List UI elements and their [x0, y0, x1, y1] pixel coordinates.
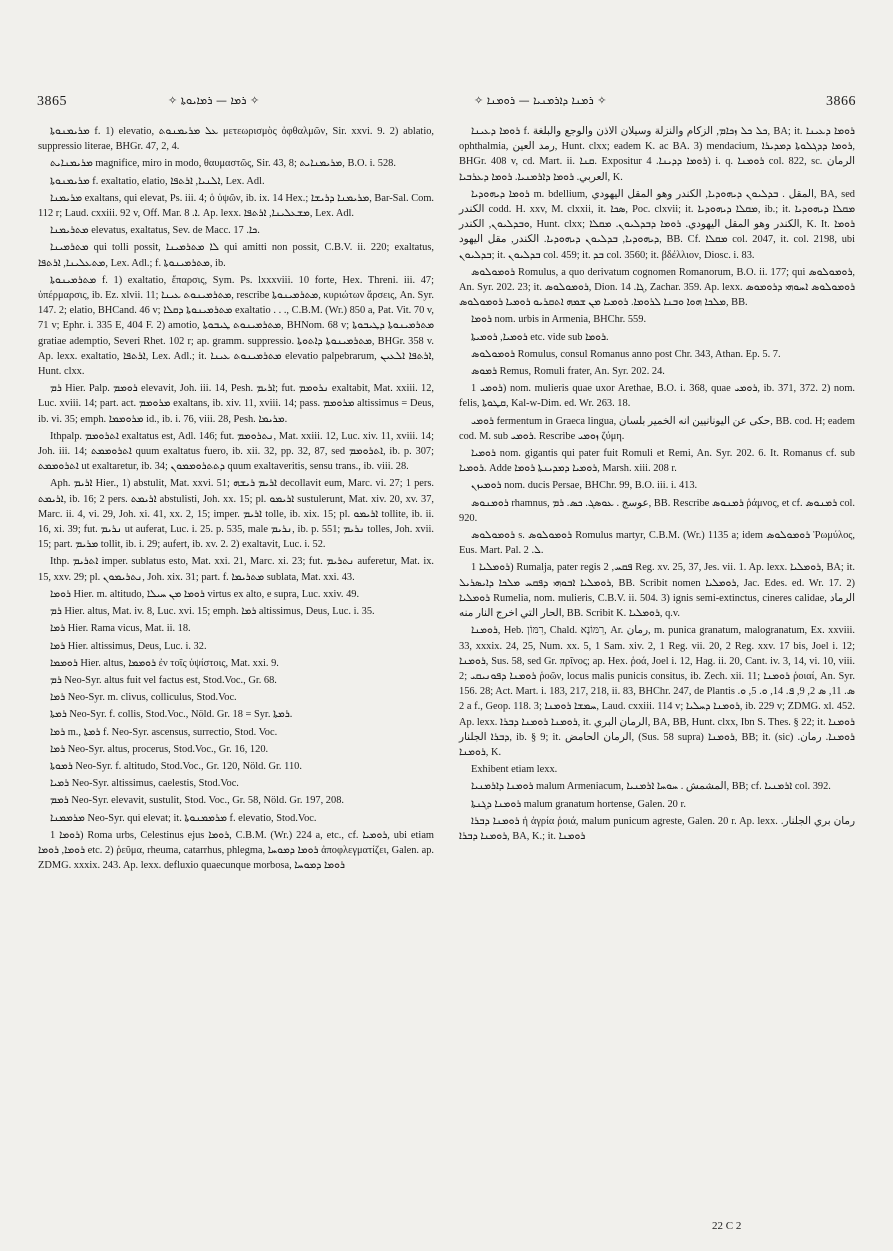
entry: ܪܘܡܢܐ ܕܓܢܬܐ malum granatum hortense, Galen. 20 r. — [471, 798, 686, 810]
entry: ܪܡܐ Hier. Rama vicus, Mat. ii. 18. — [50, 623, 191, 635]
entry: ܡܪܝܡܢܐ exaltans, qui elevat, Ps. iii. 4; ὁ ὑψῶν, ib. ix. 14 Hex.; ܡܪܝܡܢܐ ܕܪܝܫܐ, Bar-Sal. Com. 112 r; Laud. cxxiii. 92 v, Off. Mar. ܐ. 8. Ap. lexx. ܡܫܥܠܝܢܐ, ܐܪܬܦܐ, Lex. Adl. — [38, 192, 434, 220]
right-running-head: ✧ ܪܡܢܐ ܕܐܪܡܢܝܐ — ܪܘܡܢܐ ✧ — [474, 94, 607, 107]
entry: ܡܬܪܝܡܢܐ elevatus, exaltatus, Sev. de Macc. ܟܐ. 17. — [50, 225, 260, 237]
entry: ܡܪܝܡܢܘܬܐ f. 1) elevatio, ܥܠ ܡܪܝܡܢܘܬ μετεωρισμὸς ὀφθαλμῶν, Sir. xxvi. 9. 2) ablatio, suppressio literae, BHGr. 47, 2, 4. — [38, 126, 434, 153]
entry: ܪܘܡܝܐ nom. gigantis qui pater fuit Romuli et Remi, An. Syr. 202. 6. It. Romanus cf. sub ܪܘܡܝܐ. Adde ܪܘܡܝܐ ܕܡܕܝܢܬܐ ܪܘܡܐ, Marsh. xiii. 208 r. — [459, 448, 855, 475]
entry: ܪܡܐ Hier. altissimus, Deus, Luc. i. 32. — [50, 640, 207, 652]
right-column — [459, 124, 855, 846]
entry: ܪܡܘܣ Remus, Romuli frater, An. Syr. 202. 24. — [471, 366, 665, 378]
printer-signature: 22 C 2 — [712, 1220, 742, 1232]
entry: ܪܘܡܐ 1) Roma urbs, Celestinus ejus ܪܘܡܐ, C.B.M. (Wr.) 224 a, etc., cf. ܪܘܡܝܐ, ubi etiam ܪܘܡܐ, ܪܘܡܐ etc. 2) ῥεῦμα, rheuma, catarrhus, phlegma, ܪܘܡܐ ܕܡܘܚܐ ἀποφλεγματίζει, Galen. ap. ZDMG. xxxix. 243. Ap. lexx. defluxio quaecunque morbosa, ܪܘܡܐ ܕܡܘܚܐ — [38, 829, 435, 872]
entry: ܪܘܡܢܐ, Heb. רִמּוֹן, Chald. רִמּוֹנָא, Ar. رمان, m. punica granatum, malogranatum, Ex. xxviii. 33, xxxix. 24, 25, Num. xx. 5, 1 Sam. xiv. 2, 1 Reg. vii. 20, 2 Reg. xxv. 17 bis, Joel i. 12; ܪܘܡܢܐ, Sus. 58, sed Gr. πρῖνος; ap. Hex. ῥοά, Joel i. 12, Hag. ii. 20, Cant. iv. 3, 14, vi. 10, viii. 2; ܪܘܡܢܐ ܕܦܘܢܝܩܝ ῥοῶν, locus malis punicis consitus, ib. Zech. xii. 11; ܪܘܡܢܐ ῥοιαί, An. Syr. 156. 28; Act. Mart. i. 183, 217, 218, ii. 83, BHChr. 247, de Plantis ܣ. 11, ܣ 2, 9, ܦ. 14, ܘ. 5, ܘ. 2 a f., Geop. 118. 3; ܚܡܫܐ ܪܘܡܢܐ, Laud. cxxiii. 114 v; ܪܘܡܢܐ ܕܚܠܝܐ, ib. 229 v; ZDMG. xl. 452. Ap. lexx. ܪܘܡܢܐ ܪܘܡܢܐ ܕܒܪܐ, it. الرمان البري, BA, BB, Hunt. clxx, Ibn S. Thes. § 22; it. ܪܘܡܢܐ ܕܒܪܐ الجلنار, ib. § 9; it. الرمان الحامض, (Sus. 58 supra) ܪܘܡܢܐ, BB; it. (sic) ܪܘܡܢܐ. رمان. ܪܘܡܢܐ, K. — [459, 625, 856, 758]
entry: ܪܡܝܐ Neo-Syr. altissimus, caelestis, Stod.Voc. — [50, 778, 239, 790]
entry: ܪܘܡܡܐ Hier. altus, ܪܘܡܡܐ ἐν τοῖς ὑψίστοις, Mat. xxi. 9. — [50, 657, 279, 669]
entry: ܪܘܡܐ ܕܥܝܢܐ f. ܟܠ ܟܠ ܙܟܐܡ, الزكام والنزلة وسيلان الاذن والوجع والبلغة, BA; it. ܪܘܡܐ ܕܥܝܢܐ ophthalmia, رمد العين, Hunt. clxx; eadem K. ac BA. 3) mendacium, ܪܘܡܐ ܕܕܓܠܘܬܐ ܕܡܕܝܪܐ, BHGr. 408 v, cd. Mart. ii. ܩܢܐ. Expositur ܪܘܡܐ ܕܕܝܢܐ. 4) i. q. ܪܘܡܢܐ col. 822, sc. الرمان العربي. ܪܘܡܐ ܕܐܪܡܢܝܐ. ܪܘܡܐ ܕܥܪܒܝܐ, K. — [459, 126, 856, 183]
entry: ܪܘܡܐ nom. urbis in Armenia, BHChr. 559. — [471, 314, 647, 326]
left-column — [38, 124, 434, 875]
entry: ܪܘܡܢܐ ܕܒܪܐ ἡ ἀγρία ῥοιά, malum punicum agreste, Galen. 20 r. Ap. lexx. رمان بري الجلنار. ܪܘܡܢܐ ܕܒܪܐ, BA, K.; it. ܪܘܡܢܐ — [459, 815, 856, 842]
right-page-number: 3866 — [826, 94, 856, 109]
entry: ܡܪܡܡܢܐ Neo-Syr. qui elevat; it. ܡܪܡܡܢܘܬܐ f. elevatio, Stod.Voc. — [50, 812, 317, 824]
entry: ܪܘܡܢܐ ܕܐܪܡܢܝܐ malum Armeniacum, المشمش . ܚܘܚܐ ܐܪܡܢܝܐ, BB; cf. ܐܪܡܢܝܐ col. 392. — [471, 781, 831, 793]
entry: ܪܘܡܐ Hier. m. altitudo, ܪܘܡܐ ܡܢ ܚܝܠܐ virtus ex alto, e supra, Luc. xxiv. 49. — [50, 588, 360, 600]
entry: Aph. ܐܪܝܡ Hier., 1) abstulit, Mat. xxvi. 51; ܐܪܝܡ ܪܝܫܗ decollavit eum, Marc. vi. 27; 1 pers. ܐܪܝܡܬ, ib. 16; 2 pers. ܐܪܝܡܬ abstulisti, Joh. xx. 15; pl. ܐܪܝܡܘ sustulerunt, Mat. xiv. 20, xv. 37, Marc. ii. 4, vi. 29, Joh. xi. 41, xx. 2, 15; imper. ܐܪܝܡ tolle, ib. xix. 15; pl. ܐܪܝܡܘ tollite, ib. ii. 16, xi. 39; fut. ܢܪܝܡ ut auferat, Luc. i. 25. p. 535, male ܢܪܝܡ, ib. p. 551; ܢܪܝܡ tolles, Joh. xvii. 15; part. ܡܪܝܡ tollit, ib. i. 29; aufert, ib. xv. 2. 2) exaltavit, Luc. i. 52. — [38, 478, 435, 551]
entry: ܪܘܡܠܝܐ 1) Rumalja, pater regis ܦܩܚ, 2 Reg. xv. 25, 37, Jes. vii. 1. Ap. lexx. ܪܘܡܠܝܐ, BA; it. ܪܘܡܠܝܐ ܐܒܘܗܝ ܕܦܩܚ ܡܠܟܐ ܕܐܝܣܪܝܠ, BB. Scribit nomen ܪܘܡܠܝܐ, Jac. Edes. ed. Wr. 17. 2) ܪܘܡܠܝܐ Rumelia, nom. mulieris, C.B.V. ii. 504. 3) ignis semi-extinctus, cineres calidae, الرماد الحار التي اخرج النار منه, BB. Scribit K. ܪܘܡܠܝܐ, q.v. — [459, 562, 855, 620]
entry: ܪܘܡܝ 1) nom. mulieris quae uxor Arethae, B.O. i. 368, quae ܪܘܡܝ, ib. 371, 372. 2) nom. felis, ܩܛܘܬܐ, Kal-w-Dim. ed. Wr. 263. 18. — [459, 383, 855, 410]
entry: ܡܪܝܡܢܘܬܐ f. exaltatio, elatio, ܐܠܢܝܐ, ܐܪܬܦܐ, Lex. Adl. — [50, 175, 265, 187]
entry: ܡܪܝܡܢܐܝܬ magnifice, miro in modo, θαυμαστῶς, Sir. 43, 8; ܡܪܝܡܢܐܝܬ, B.O. i. 528. — [50, 158, 396, 170]
entry: Ithp. ܐܬܪܝܡ imper. sublatus esto, Mat. xxi. 21, Marc. xi. 23; fut. ܢܬܪܝܡ auferetur, Mat. ix. 15, xxv. 29; pl. ܢܬܪܝܡܘܢ, Joh. xix. 31; part. f. ܡܬܪܝܡܐ sublata, Mat. xxi. 43. — [38, 556, 435, 583]
left-running-head: ✧ ܪܡܐ — ܪܡܐܝܘܬܐ ✧ — [168, 94, 260, 107]
entry: Exhibent etiam lexx. — [471, 764, 558, 776]
entry: ܡܬܪܡܝܢܘܬܐ f. 1) exaltatio, ἔπαρσις, Sym. Ps. lxxxviii. 10 forte, Hex. Threni. iii. 47; ὑπέρμαρσις, ib. Ez. xlvii. 11; ܡܬܪܡܝܢܘܬ ܥܝܢܐ, rescribe ܡܬܪܡܝܢܘܬܐ, κυριώτων ἄρσεις, An. Syr. 147. 2; elatio, BHCand. 46 v; ܡܬܪܡܝܢܘܬܐ ܕܩܠܐ exaltatio . . ., C.B.M. (Wr.) 850 a, Pat. Vit. 70 v, 71 v; Ephr. i. 335 E, 404 F. 2) amotio, ܡܬܪܡܝܢܘܬ ܛܝܒܘܬܐ, BHNom. 68 v; ܡܬܪܡܝܢܘܬܐ ܕܛܝܒܘܬܐ gratiae ademptio, Severi Rhet. 102 r; ap. gramm. suppressio. ܡܬܪܡܝܢܘܬܐ ܕܐܬܘܬܐ, BHGr. 358 v. Ap. lexx. exaltatio, ܐܪܬܦܐ, Lex. Adl.; it. ܡܬܪܡܝܢܘܬ ܥܝܢܐ elevatio palpebrarum, ܐܪܬܦܐ ܐܠܥܝܢ, Hunt. clxx. — [38, 274, 435, 378]
entry: ܪܘܡܝܙܢ nom. ducis Persae, BHChr. 99, B.O. iii. i. 413. — [471, 480, 698, 492]
entry: ܪܡܐ m., ܪܡܬܐ f. Neo-Syr. ascensus, surrectio, Stod. Voc. — [50, 726, 278, 738]
entry: ܪܘܡܘܠܘܣ s. ܪܘܡܘܠܘܣ Romulus martyr, C.B.M. (Wr.) 1135 a; idem ܪܘܡܘܠܘܣ Ῥωμύλος, Eus. Mart. Pal. ܠ. 2. — [459, 530, 855, 557]
entry: ܪܘܡܘܠܘܣ Romulus, a quo derivatum cognomen Romanorum, B.O. ii. 177; qui ܪܘܡܘܠܘܣ, An. Syr. 202. 23; it. ܪܘܡܘܠܘܣ, Dion. ܓܐ. 14, Zachar. 359. Ap. lexx. ܪܘܡܘܠܘܣ ܐܚܘܗܝ ܕܪܘܡܘܣ ܡܠܟܐ ܗܘܐ ܘܒܢܐ ܠܪܘܡܐ. ܪܘܡܝܐ ܡܢ ܫܡܗ ܐܬܩܪܝܘ ܪܘܡܝܐ ܪܘܡܘܠܘܣ, BB. — [459, 266, 855, 309]
entry: ܪܡܬܐ Neo-Syr. f. collis, Stod.Voc., Nöld. Gr. 18 = Syr. ܪܡܬܐ. — [50, 709, 293, 721]
entry: ܪܡܐ Neo-Syr. m. clivus, colliculus, Stod.Voc. — [50, 692, 237, 704]
entry: ܡܬܪܡܝܢܐ qui tolli possit, ܠܐ ܡܬܪܡܝܢܐ qui amitti non possit, C.B.V. ii. 220; exaltatus, ܡܬܥܠܝܢܐ, ܐܪܬܦܐ, Lex. Adl.; f. ܡܬܪܡܝܢܘܬܐ, ib. — [38, 242, 434, 269]
entry: ܪܘܡܘܠܘܣ Romulus, consul Romanus anno post Chr. 343, Athan. Ep. 5. 7. — [471, 348, 781, 360]
entry: ܪܡܐ Neo-Syr. altus, procerus, Stod.Voc., Gr. 16, 120. — [50, 743, 269, 755]
entry: ܪܡ Hier. Palp. ܪܘܡܡ elevavit, Joh. iii. 14, Pesh. ܐܪܝܡ; fut. ܢܪܘܡܡ exaltabit, Mat. xxiii. 12, Luc. xviii. 14; part. act. ܡܪܘܡܡ exaltans, ib. xiv. 11, xviii. 14; pass. ܡܪܘܡܡ altissimus = Deus, ib. vi. 35; emph. ܡܪܘܡܡܐ id., ib. i. 76, viii. 28, Pesh. ܡܪܝܡܐ. — [38, 383, 434, 425]
entry: ܪܡ Neo-Syr. altus fuit vel factus est, Stod.Voc., Gr. 68. — [50, 674, 277, 686]
entry: ܪܡ Hier. altus, Mat. iv. 8, Luc. xvi. 15; emph. ܪܡܐ altissimus, Deus, Luc. i. 35. — [50, 606, 375, 618]
entry: ܪܡܘܬܐ Neo-Syr. f. altitudo, Stod.Voc., Gr. 120, Nöld. Gr. 110. — [50, 760, 302, 772]
left-page-number: 3865 — [37, 94, 67, 109]
entry: ܪܘܡܝܐ, ܪܘܡܝܬܐ etc. vide sub ܪܘܡܐ. — [471, 331, 609, 343]
entry: ܪܘܡܢܘܣ rhamnus, عوسج . ܥܘܣܓ. ܟܣ. ܪܡ, BB. Rescribe ܪܡܢܘܣ ῥάμνος, et cf. ܪܡܢܘܣ col. 920. — [459, 497, 856, 524]
entry: Ithpalp. ܐܬܪܘܡܡ exaltatus est, Adl. 146; fut. ܢܬܪܘܡܡ, Mat. xxiii. 12, Luc. xiv. 11, xviii. 14; Joh. iii. 14; ܐܬܪܘܡܡܬ quum exaltatus fuero, ib. xii. 32, pp. 32, 87, sed ܐܬܪܘܡܡ, ib. p. 307; ܐܬܪܘܡܡܬ ut exaltaretur, ib. 34; ܕܬܬܪܘܡܡܘܢ quum exaltaveritis, sensu trans., ib. viii. 28. — [38, 430, 434, 473]
entry: ܪܡܡ Neo-Syr. elevavit, sustulit, Stod. Voc., Gr. 58, Nöld. Gr. 197, 208. — [50, 795, 344, 807]
entry: ܪܘܡܝ fermentum in Graeca lingua, حكى عن اليونانيين انه الخمير بلسان, BB. cod. H; eadem cod. M. sub ܪܘܡܝ. Rescribe ܙܘܡܝ ζύμη. — [459, 415, 855, 442]
entry: ܪܘܡܐ ܕܝܗܘܕܝܐ m. bdellium, المقل . ܒܕܠܝܘܢ ܕܝܗܘܕܝܐ, الكندر وهو المقل اليهودي, BA, sed الكندر codd. H. xxv, M. clxxii, it. ܣܟܐ, Poc. clxvii; it. ܡܩܠܐ ܕܝܗܘܕܝܐ, ib.; it. ܡܩܠܐ ܕܝܗܘܕܝܐ ܘܒܕܠܝܘܢ, الكندر, Hunt. clxx; الكندر وهو المقل اليهودي. ܪܘܡܐ ܕܒܕܠܝܘܢ. ܡܩܠܐ, K. It. ܪܘܡܐ ܕܝܗܘܕܝܐ, ܒܕܠܝܘܢ ܕܝܗܘܕܝܐ. الكندر, مقل اليهود, BB. Cf. ܡܩܠܐ col. 2047, it. col. 2198, ubi ܒܕܠܝܘܢ; it. ܒܕܠܝܘܢ col. 459; it. ܒܕ col. 3560; it. βδέλλιον, Diosc. i. 83. — [459, 188, 856, 261]
